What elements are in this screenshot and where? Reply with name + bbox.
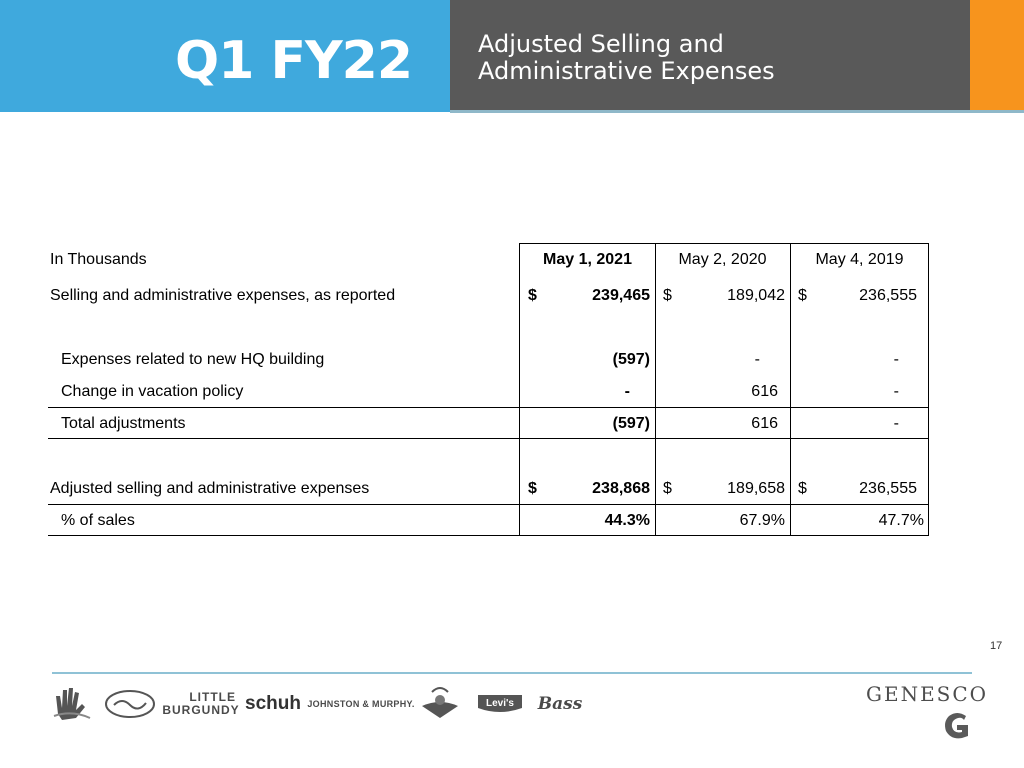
bass-logo: Bass — [537, 694, 583, 714]
table-row — [48, 407, 929, 439]
table-border — [519, 243, 520, 536]
value-cell: 616 — [751, 415, 778, 432]
table-border — [928, 243, 929, 536]
row-label: % of sales — [61, 512, 135, 529]
little-burgundy-logo: LITTLE BURGUNDY — [162, 690, 240, 717]
value-cell: 616 — [751, 383, 778, 400]
value-cell: 67.9% — [739, 512, 785, 529]
value-cell: 47.7% — [878, 512, 924, 529]
table-border — [655, 243, 656, 536]
table-header-row — [48, 243, 929, 275]
value-cell: $ 239,465 — [528, 287, 650, 304]
table-border — [790, 243, 791, 536]
slide-subtitle — [478, 31, 948, 85]
schuh-logo: schuh — [245, 693, 301, 714]
value-cell: - — [754, 351, 760, 368]
subtitle-line-2: Administrative Expenses — [478, 57, 775, 85]
value-cell: $ 236,555 — [798, 287, 917, 304]
subtitle-line-1: Adjusted Selling and — [478, 30, 724, 58]
table-border — [48, 535, 929, 536]
financial-table — [48, 243, 929, 535]
value-cell: $ 189,042 — [663, 287, 785, 304]
svg-text:Levi's: Levi's — [486, 698, 514, 709]
row-label: Expenses related to new HQ building — [61, 351, 325, 368]
value-cell: - — [893, 415, 899, 432]
table-row — [48, 472, 929, 504]
value-cell: $ 189,658 — [663, 480, 785, 497]
header-orange-accent — [970, 0, 1024, 110]
row-label: Adjusted selling and administrative expenses — [50, 480, 370, 497]
value-cell: (597) — [612, 415, 650, 432]
column-header-2021: May 1, 2021 — [543, 251, 632, 268]
units-label: In Thousands — [50, 251, 147, 268]
table-border — [520, 407, 929, 408]
row-label: Change in vacation policy — [61, 383, 244, 400]
row-label: Total adjustments — [61, 415, 186, 432]
value-cell: 44.3% — [604, 512, 650, 529]
value-cell: - — [624, 383, 630, 400]
column-header-2019: May 4, 2019 — [815, 251, 904, 268]
value-cell: $ 238,868 — [528, 480, 650, 497]
column-header-2020: May 2, 2020 — [678, 251, 767, 268]
value-cell: $ 236,555 — [798, 480, 917, 497]
journeys-kidz-logo — [104, 684, 156, 724]
table-border — [48, 407, 520, 408]
table-row — [48, 375, 929, 407]
row-label: Selling and administrative expenses, as reported — [50, 287, 396, 304]
journeys-logo — [50, 684, 94, 724]
johnston-murphy-logo: JOHNSTON & MURPHY. — [307, 699, 415, 709]
period-title: Q1 FY22 — [175, 31, 413, 91]
levis-logo — [476, 684, 524, 724]
table-row — [48, 279, 929, 311]
page-number: 17 — [990, 640, 1003, 652]
value-cell: - — [893, 351, 899, 368]
table-border — [48, 438, 929, 439]
value-cell: (597) — [612, 351, 650, 368]
header-underline — [450, 110, 1024, 113]
dockers-logo — [418, 684, 462, 724]
table-border — [520, 243, 929, 244]
table-border — [48, 504, 929, 505]
genesco-g-icon — [942, 710, 972, 740]
brand-logos — [50, 684, 610, 724]
footer-divider — [52, 672, 972, 674]
table-row — [48, 504, 929, 536]
genesco-wordmark: GENESCO — [866, 682, 989, 706]
value-cell: - — [893, 383, 899, 400]
table-row — [48, 343, 929, 375]
